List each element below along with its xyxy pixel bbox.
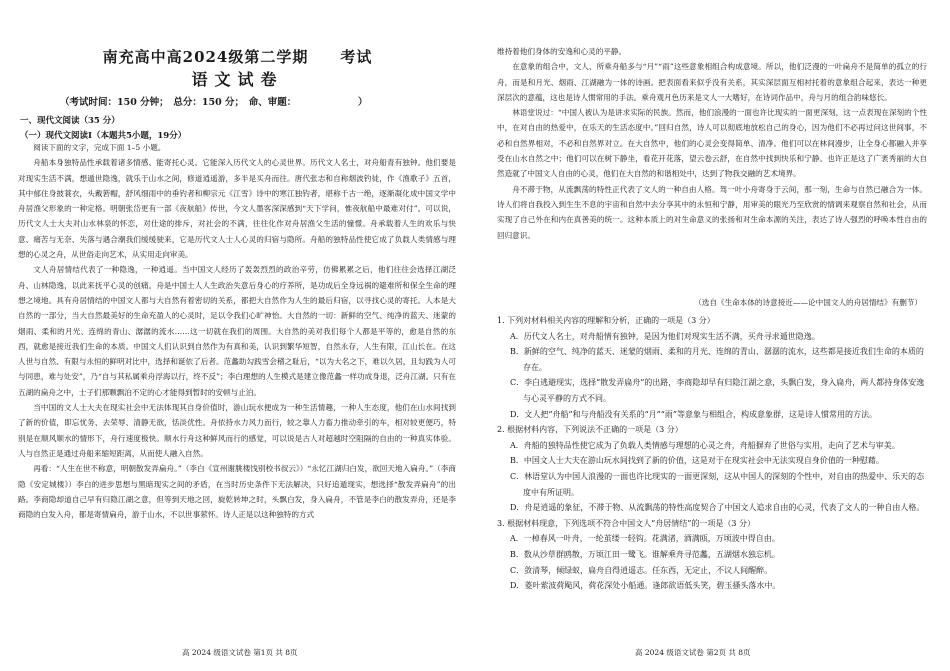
answer-option: A．舟船的独特品性使它成为了负载人类情感与理想的心灵之舟，舟船摒弃了世俗与实用，走向了艺术与审美。 [510,440,900,450]
page-footer: 高 2024 级语文试卷 第1页 共 8页 [182,648,298,657]
page-footer: 高 2024 级语文试卷 第2页 共 8页 [635,648,751,657]
passage-paragraph: 当中国的文人士大夫在现实社会中无法体现其自身价值时，游山玩水便成为一种生活情趣，一种人生态度，他们在山水间找到了新的价值，即忘忧务、去荣辱、清静无欲，恬淡优性。舟依持水力风力而行，较之靠人力畜力推动牵引的车，相对较更便巧，特别是在顺风顺水的情形下，舟行速度极快。顺水行舟这种鲜风而行的感觉，可以说是古人对超越时空阻隔的自由的一种真实体验。人与自然正是通过舟船来缩短距离，从而使人融入自然。 [18,403,456,458]
instructions: 阅读下面的文字，完成下面 1–5 小题。 [33,143,166,152]
question-stem: 3. 根据材料现意，下列选项不符合中国文人“舟居情结”的一项是（3 分） [497,518,755,528]
answer-option: C．敛清琴，倾绿蚁，扁舟自得逍遥志。任东西，无定止，不议人间醒醉。 [510,565,773,575]
answer-option: D．文人把“舟船”和与舟船没有关系的“月”“雨”等意象与相组合，构成意象群，这是诗人惯常用的方法。 [510,409,877,419]
source-citation: （选自《生命本体的诗意接近——论中国文人的舟居情结》有删节） [694,298,922,307]
section-heading: 一、现代文阅读（35 分） [20,116,120,126]
answer-option: C．林语堂认为中国人浪漫的一面也许比现实的一面更深刻，这从中国人的深刻的个性中，对自由的热爱中、乐天的态度中有所证明。 [510,471,925,497]
passage-paragraph: 文人舟居情结代表了一种隐逸，一种逍遥。当中国文人经历了轰轰烈烈的政治辛劳，仿佛累累之后，他们往往会选择江湖泛舟、山林隐逸，以此来抚平心灵的创痛。舟是中国士人人生政治失意后身心的疗养所，是功成后全身远祸的避难所和保全生命的理想之境地。具有舟居情结的中国文人都与大自然有着密切的关系，都把大自然作为人生的最后归宿，以寻找心灵的寄托。人本是大自然的一部分，当大自然最美好的生命充盈人的心灵时，足以令我们心旷神怡。大自然的一切：新鲜的空气、纯净的蓝天、迷蒙的烟雨、柔和的月光、连绵的青山、潺潺的流水……这一切就在我们的周围。大自然的美对我们每个人都是平等的，愈是自然的东西，就愈是接近我们生命的本质。中国文人们认识到自然作为有真和美，认识到繁华短智，自然永存，人生有限，江山长在。在这人世与自然、有限与永恒的鲜明对比中，选择和诞依了后者。范蠡助勾践雪会稽之耻后，“以为大名之下，难以久居，且勾践为人可与同患，难与处安”，乃“自与其私属乘舟浮海以行，终不反”；李白理想的人生模式是建立像范蠡一样功成身退，泛舟江湖。只有在五湖的扁舟之中，士子们那颗飘泊不定的心才能得到暂时的安顿与止泊。 [18,265,456,397]
question-stem: 2. 根据材料内容，下列说法不正确的一项是（3 分） [497,425,683,435]
answer-option: C．李白逃避现实，选择“散发弄扁舟”的出路，李商隐却早有归隐江湖之意，头飘白发，身入扁舟，两人都持身体安逸与心灵平静的方式不同。 [510,378,925,403]
answer-option: D．舟是逍遥的象征，不滞于物、从流飘荡的特性高度契合了中国文人追求自由的心灵，代表了文人的一种自由人格。 [510,503,925,513]
answer-option: A．历代文人名士，对舟船情有独钟，是因为他们对现实生活不满，买舟寻求遁世隐逸。 [510,331,820,341]
question-stem: 1. 下列对材料相关内容的理解和分析，正确的一项是（3 分） [497,316,715,325]
page-right [475,0,950,671]
passage-paragraph: 舟船本身独特品性承载着诸多情感、能寄托心灵。它能深入历代文人的心灵世界。历代文人名士，对舟船青有独钟。他们要是对现实生活不满，想遁世隐逸，就乐于山水之间，修道逍遥游，多半是买舟而往。唐代张志和自称烟波钓徒，作《渔歌子》五首，其中郁住身披蓑衣，头戴箬帽，舒风细雨中的垂钓者和柳宗元《江雪》诗中的寒江独钓者，堪称千古一绝，逐渐凝化成中国文学中舟居渔父形象的一种定格。明朝张岱更有一部《夜航船》传世，今文人墨客深深感到“天下学问，惟夜航船中最难对付”。可以说，历代文人士大夫对山水林泉的怀恋，对仕途的排斥，对社会的不满，往往化作对舟居渔父生活的憧憬。舟承载着人生的欢乐与快意、痛苦与无奈、失落与遇合潮我们缓缓驶来，它是历代文人士人心灵的归宿与隐所。舟船的独特品性使它成了负载人类情感与理想的心灵之舟，从世俗走向艺术，从实用走向审美。 [18,158,456,260]
answer-option: B．新鲜的空气、纯净的蓝天、迷蒙的烟雨、柔和的月光、连绵的青山、潺潺的流水，这些都是接近我们生命的本质的存在。 [510,347,924,372]
passage-paragraph: 维持着他们身体的安逸和心灵的平静。 [497,47,627,56]
subsection-heading: （一）现代文阅读Ⅰ（本题共5小题，19分） [20,131,187,141]
passage-left [18,140,456,522]
answer-option: B．中国文人士大夫在游山玩水间找到了新的价值，这是对于在现实社会中无法实现自身价值的一种慰藉。 [510,456,884,466]
question-list [497,313,929,594]
answer-option: D．菱叶萦波荷飐风，荷花深处小船通。逢郎欲语低头笑，碧玉搔头落水中。 [510,581,781,591]
exam-subject-title: 语文试卷 [191,70,284,89]
passage-right [497,44,927,243]
answer-option: B．数从沙草群鸥散，万顷江田一鹭飞。谁解乘舟寻范蠡，五湖烟水独忘机。 [510,549,780,559]
passage-paragraph: 再看：“人生在世不称意，明朝散发弄扁舟。”（李白《宣州谢朓楼饯别校书叔云》）“永忆江湖归白发，欲回天地入扁舟。”（李商隐《安定城楼》）李白的进步思想与黑暗现实之间的矛盾，在当时历史条件下无法解决，只好追遁现实，想选择“散发弄扁舟”的出路。李商隐却道自己早有归隐江湖之意，但等到天地之回，旋乾转坤之时，头飘白发，身入扁舟，不管是李白的散发弄舟，还是李商隐的白发入舟，都是寄情扁舟，游于山水，不以世事萦怀。诗人正是以这种独特的方式 [18,464,456,520]
answer-option: A．一棹春风一叶舟，一纶茧缕一轻钩。花满渚，酒满瓯，万顷波中得自由。 [510,534,780,544]
passage-paragraph: 舟不滞于物，从流飘荡的特性正代表了文人的一种自由人格。驾一叶小舟寄身于云间，那一刻，生命与自然已融合为一体。诗人们将自我投入到生生不息的宇宙和自然中去分享其中的永恒和宁静，用审美的眼光乃至欣赏的情调来观察自然和社会，从而实现了自己外在和内在真善美的统一。这种本质上的对生命意义的张扬和对生命本源的关注，表达了诗人强烈的呼唤本性自由的回归意识。 [497,184,927,240]
exam-info: （考试时间：150 分钟； 总分：150 分； 命、审题： ） [60,97,368,108]
passage-paragraph: 在意象的组合中，文人、所乘舟船多与“月”“雨”这些意象相组合构成意境。所以，他们泛漫的一叶扁舟不是简单的孤立的行舟，而是和月光、烟雨、江湖融为一体的诗画。把表面看来似乎没有关系，其实深层面互相衬托着的意象组合起来，表达一种更深层次的意蕴，这也是诗人惯常用的手法。乘舟观月色历来是文人一大嗜好，在诗词作品中，舟与月的组合韵味悠长。 [497,62,927,102]
passage-paragraph: 林语堂说过：“中国人被认为是讲求实际的民族。然而，他们浪漫的一面也许比现实的一面更深刻，这一点表现在深刻的个性中，在对自由的热爱中，在乐天的生活态度中。”回归自然，诗人可以彻底地放松自己的身心，因为他们不必再过问这世间事，不必和自然界相对，不必和自然界对立。在大自然中，他们的心灵会变得简单、清净。他们可以在林间漫步，让全身心都融入并享受在山水自然之中；他们可以在树下静坐，看花开花落，望云卷云舒，在自然中找到快乐和宁静。也许正是这了广袤秀丽的大自然造就了中国文人自由的心灵，他们在大自然的和谐相处中，达到了物我交融的艺术境界。 [497,108,927,179]
exam-title: 南充高中高2024级第二学期 考试 [102,48,373,66]
